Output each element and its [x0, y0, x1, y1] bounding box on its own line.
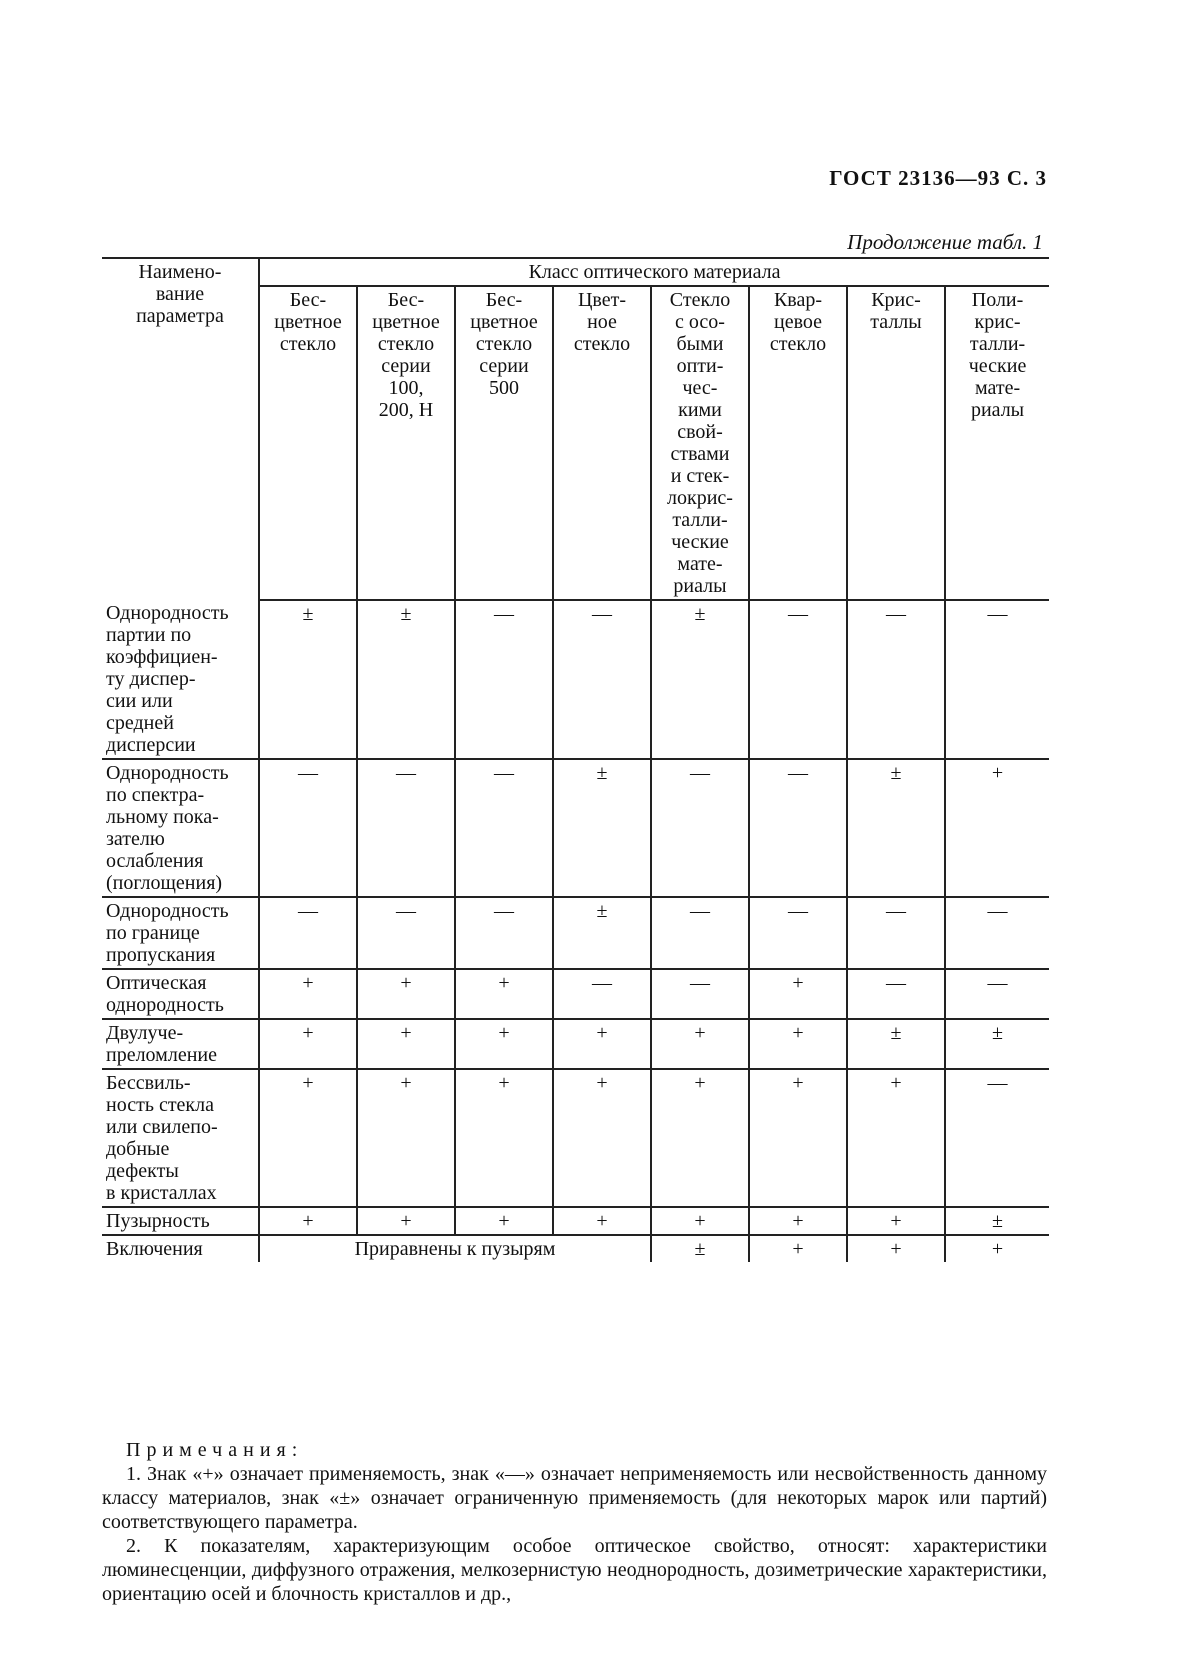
table-cell: +	[259, 1069, 357, 1207]
column-header-line: цевое	[773, 311, 822, 333]
table-cell: —	[357, 897, 455, 969]
column-header-line: ческие	[671, 531, 729, 553]
column-header-line: 200, Н	[378, 399, 434, 421]
table-cell: +	[357, 969, 455, 1019]
column-header-line: и стек-	[670, 465, 730, 487]
column-header-line: стекло	[573, 333, 631, 355]
table-row	[102, 1069, 1049, 1207]
param-column-header	[102, 258, 259, 600]
column-header-line: опти-	[676, 355, 724, 377]
table-cell: —	[847, 897, 945, 969]
parameter-name	[102, 1069, 259, 1207]
column-header-line: Бес-	[387, 289, 425, 311]
column-header-line: мате-	[677, 553, 723, 575]
table-cell: +	[553, 1069, 651, 1207]
table-cell: ±	[945, 1019, 1049, 1069]
column-header	[749, 286, 847, 600]
column-header-line: стекло	[377, 333, 435, 355]
table-cell: —	[945, 1069, 1049, 1207]
table-cell: +	[749, 1235, 847, 1262]
table-cell: +	[749, 1207, 847, 1235]
column-header-line: цветное	[274, 311, 342, 333]
parameter-name-line: дисперсии	[106, 734, 196, 756]
column-header-line: Квар-	[773, 289, 823, 311]
table-cell: ±	[651, 1235, 749, 1262]
table-cell: +	[847, 1235, 945, 1262]
column-header-line: локрис-	[667, 487, 733, 509]
parameter-name	[102, 969, 259, 1019]
column-header-line: чес-	[682, 377, 718, 399]
table-cell: +	[651, 1207, 749, 1235]
parameter-name-line: пропускания	[106, 944, 216, 966]
parameter-name: Включения	[106, 1238, 203, 1260]
param-header-line: параметра	[136, 305, 224, 327]
merged-cell: Приравнены к пузырям	[259, 1235, 651, 1262]
column-header	[259, 286, 357, 600]
table-continuation-label: Продолжение табл. 1	[847, 230, 1043, 254]
table-cell: +	[455, 969, 553, 1019]
table-cell: —	[945, 600, 1049, 759]
parameter-name-line: Однородность	[106, 762, 229, 784]
table-cell: —	[749, 600, 847, 759]
column-header-line: риалы	[673, 575, 727, 597]
parameter-name-line: Однородность	[106, 900, 229, 922]
column-header-line: таллы	[870, 311, 922, 333]
table-row	[102, 1019, 1049, 1069]
table-cell: +	[945, 1235, 1049, 1262]
table-row	[102, 897, 1049, 969]
table-cell: —	[357, 759, 455, 897]
notes-list	[102, 1462, 1047, 1606]
parameter-name	[102, 897, 259, 969]
table-cell: ±	[847, 759, 945, 897]
table-cell: +	[553, 1207, 651, 1235]
table-cell: ±	[553, 897, 651, 969]
parameter-name	[102, 1019, 259, 1069]
table-row	[102, 600, 1049, 759]
table-cell: —	[651, 969, 749, 1019]
column-header-line: ствами	[670, 443, 730, 465]
table-cell: ±	[847, 1019, 945, 1069]
table-cell: —	[651, 759, 749, 897]
notes-title: Примечания:	[126, 1439, 304, 1461]
column-header-line: стекло	[279, 333, 337, 355]
parameter-name-line: по спектра-	[106, 784, 205, 806]
notes-section	[102, 1438, 1047, 1606]
table-body	[102, 600, 1049, 1262]
column-header-line: Поли-	[971, 289, 1024, 311]
column-header	[455, 286, 553, 600]
table-cell: +	[847, 1069, 945, 1207]
column-header-line: Цвет-	[577, 289, 627, 311]
table-cell: +	[553, 1019, 651, 1069]
column-header-line: ческие	[968, 355, 1027, 377]
parameter-name-line: Бессвиль-	[106, 1072, 191, 1094]
table-cell: —	[847, 969, 945, 1019]
table-cell: —	[553, 600, 651, 759]
table-row	[102, 1235, 1049, 1262]
table-cell: +	[651, 1069, 749, 1207]
table-cell: ±	[259, 600, 357, 759]
column-header-line: цветное	[372, 311, 440, 333]
parameter-name-line: Двулуче-	[106, 1022, 184, 1044]
column-header-line: 100,	[388, 377, 424, 399]
parameter-name-line: коэффициен-	[106, 646, 218, 668]
table-cell: +	[455, 1069, 553, 1207]
parameter-name-line: (поглощения)	[106, 872, 223, 894]
column-header-line: кими	[678, 399, 722, 421]
class-header: Класс оптического материала	[259, 258, 1049, 286]
table-row	[102, 1207, 1049, 1235]
table-cell: +	[259, 1019, 357, 1069]
column-header-line: риалы	[970, 399, 1025, 421]
parameter-name-line: средней	[106, 712, 174, 734]
column-header-line: Бес-	[485, 289, 523, 311]
table-cell: —	[455, 600, 553, 759]
table-cell: +	[749, 969, 847, 1019]
table-cell: +	[651, 1019, 749, 1069]
parameter-name-line: в кристаллах	[106, 1182, 217, 1204]
param-header-line: Наимено-	[138, 261, 222, 283]
parameter-name-line: зателю	[106, 828, 165, 850]
parameter-name-line: Пузырность	[106, 1210, 210, 1232]
table-cell: —	[651, 897, 749, 969]
table-cell: —	[749, 897, 847, 969]
param-header-line: вание	[155, 283, 205, 305]
table-cell: +	[357, 1207, 455, 1235]
table-cell: ±	[357, 600, 455, 759]
table-cell: —	[553, 969, 651, 1019]
column-header-line: цветное	[470, 311, 538, 333]
table-cell: +	[945, 759, 1049, 897]
table-cell: +	[259, 1207, 357, 1235]
table-cell: —	[749, 759, 847, 897]
parameter-name-line: преломление	[106, 1044, 217, 1066]
column-header-line: серии	[479, 355, 529, 377]
column-header-line: свой-	[677, 421, 723, 443]
parameter-name-line: Оптическая	[106, 972, 207, 994]
parameter-name-line: или свилепо-	[106, 1116, 218, 1138]
column-header-line: быми	[676, 333, 724, 355]
column-header-line: Бес-	[289, 289, 327, 311]
column-header-line: с осо-	[675, 311, 725, 333]
page-header: ГОСТ 23136—93 С. 3	[829, 166, 1047, 190]
table-cell: ±	[945, 1207, 1049, 1235]
parameters-table	[102, 257, 1049, 1262]
table-cell: +	[749, 1069, 847, 1207]
parameter-name-line: льному пока-	[106, 806, 219, 828]
column-header	[945, 286, 1049, 600]
parameter-name-line: ту диспер-	[106, 668, 196, 690]
column-header-line: Крис-	[871, 289, 921, 311]
column-header-line: Стекло	[669, 289, 731, 311]
parameter-name-line: добные	[106, 1138, 170, 1160]
parameter-name	[102, 600, 259, 759]
table-cell: +	[259, 969, 357, 1019]
parameter-name-line: ослабления	[106, 850, 204, 872]
table-cell: —	[259, 759, 357, 897]
table-cell: +	[357, 1069, 455, 1207]
column-header-line: крис-	[974, 311, 1021, 333]
note-item: 1. Знак «+» означает применяемость, знак «—» означает неприменяемость или несвойственность данному классу материалов, знак «±» означает ограниченную применяемость (для некоторых марок или партий) соответствующего параметра.	[102, 1463, 1047, 1533]
column-header-line: стекло	[475, 333, 533, 355]
table-cell: +	[455, 1019, 553, 1069]
parameter-name-line: ность стекла	[106, 1094, 215, 1116]
table-cell: —	[259, 897, 357, 969]
column-header-line: мате-	[974, 377, 1021, 399]
table-cell: —	[455, 759, 553, 897]
column-header	[357, 286, 455, 600]
table-cell: —	[847, 600, 945, 759]
table-cell: —	[945, 969, 1049, 1019]
parameter-name	[102, 1207, 259, 1235]
note-item: 2. К показателям, характеризующим особое оптическое свойство, относят: характеристики люминесценции, диффузного отражения, мелкозернистую неоднородность, дозиметрические характеристики, ориентацию осей и блочность кристаллов и др.,	[102, 1535, 1047, 1605]
column-header-line: 500	[489, 377, 519, 399]
column-header	[553, 286, 651, 600]
table-cell: —	[455, 897, 553, 969]
parameter-name-line: сии или	[106, 690, 173, 712]
parameter-name-line: дефекты	[106, 1160, 179, 1182]
parameter-name	[102, 759, 259, 897]
parameter-name-line: Однородность	[106, 602, 229, 624]
column-header-line: стекло	[769, 333, 827, 355]
table-cell: —	[945, 897, 1049, 969]
table-cell: +	[847, 1207, 945, 1235]
parameter-name-line: по границе	[106, 922, 200, 944]
column-header-line: серии	[381, 355, 431, 377]
table-cell: ±	[553, 759, 651, 897]
column-header-line: талли-	[672, 509, 728, 531]
column-header-line: талли-	[969, 333, 1026, 355]
column-header	[651, 286, 749, 600]
table-cell: ±	[651, 600, 749, 759]
table-cell: +	[455, 1207, 553, 1235]
table-cell: +	[749, 1019, 847, 1069]
table-cell: +	[357, 1019, 455, 1069]
column-header-line: ное	[587, 311, 617, 333]
column-header	[847, 286, 945, 600]
parameter-name-line: однородность	[106, 994, 224, 1016]
parameter-name-line: партии по	[106, 624, 192, 646]
table-row	[102, 759, 1049, 897]
table-row	[102, 969, 1049, 1019]
